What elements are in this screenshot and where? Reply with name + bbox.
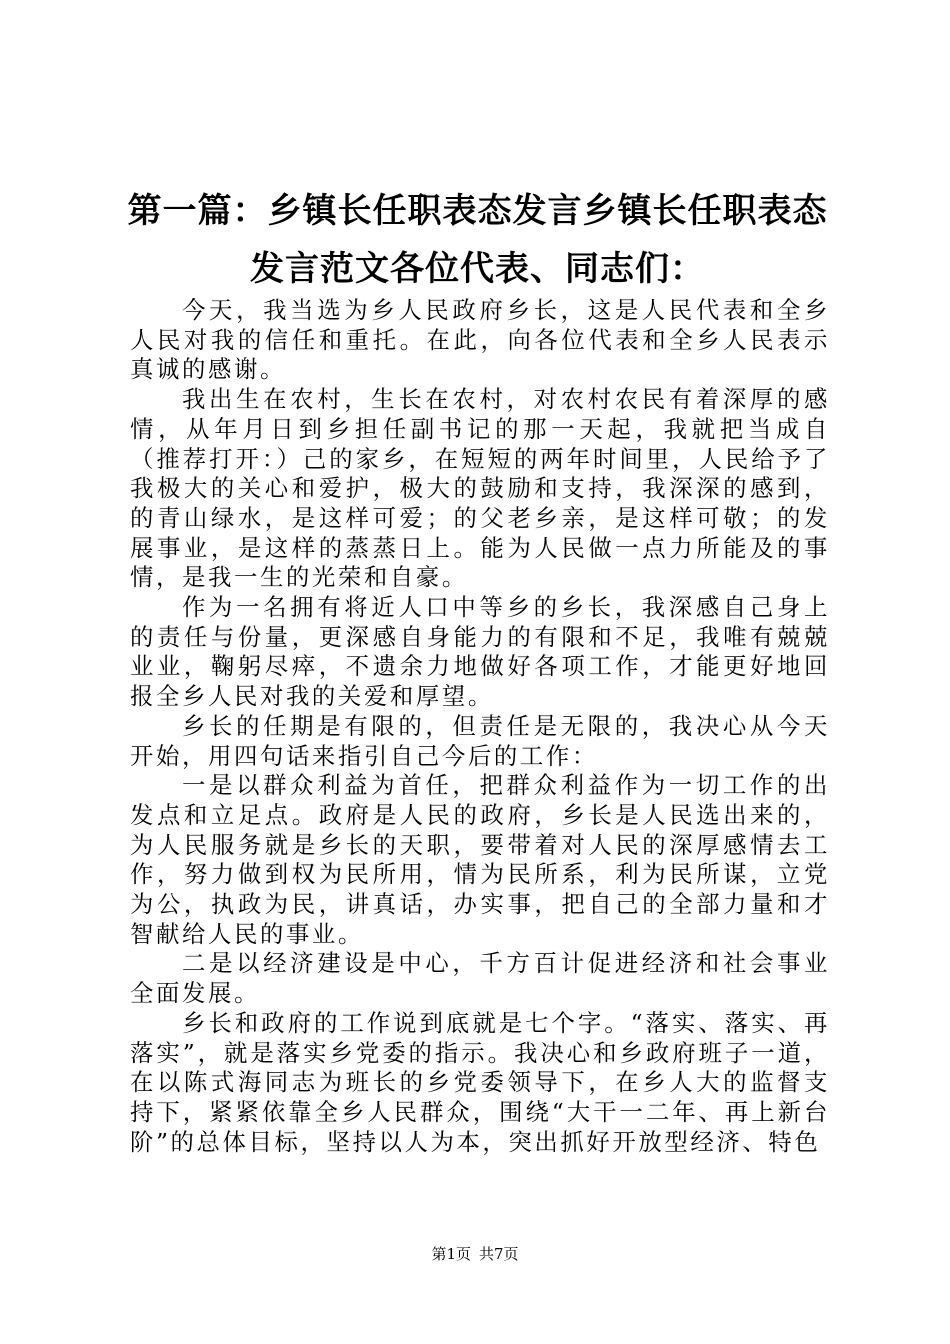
paragraph-7: 乡长和政府的工作说到底就是七个字。“落实、落实、再落实”，就是落实乡党委的指示。我决心和乡政府班子一道，在以陈式海同志为班长的乡党委领导下，在乡人大的监督支持下，紧紧依靠全乡人民群众，围绕“大干一二年、再上新台阶”的总体目标，坚持以人为本，突出抓好开放型经济、特色	[130, 1008, 830, 1156]
paragraph-5: 一是以群众利益为首任，把群众利益作为一切工作的出发点和立足点。政府是人民的政府，乡长是人民选出来的，为人民服务就是乡长的天职，要带着对人民的深厚感情去工作，努力做到权为民所用，情为民所系，利为民所谋，立党为公，执政为民，讲真话，办实事，把自己的全部力量和才智献给人民的事业。	[130, 771, 830, 948]
page-total: 共7页	[479, 1245, 519, 1263]
page-number: 第1页	[431, 1245, 471, 1263]
paragraph-3: 作为一名拥有将近人口中等乡的乡长，我深感自己身上的责任与份量，更深感自身能力的有限和不足，我唯有兢兢业业，鞠躬尽瘁，不遗余力地做好各项工作，才能更好地回报全乡人民对我的关爱和厚望。	[130, 593, 830, 711]
title-line-1: 第一篇：乡镇长任职表态发言乡镇长任职表态	[127, 191, 828, 231]
document-title	[110, 182, 845, 298]
paragraph-6: 二是以经济建设是中心，千方百计促进经济和社会事业全面发展。	[130, 949, 830, 1008]
document-body	[130, 296, 830, 1157]
paragraph-2: 我出生在农村，生长在农村，对农村农民有着深厚的感情，从年月日到乡担任副书记的那一天起，我就把当成自（推荐打开：）己的家乡，在短短的两年时间里，人民给予了我极大的关心和爱护，极大的鼓励和支持，我深深的感到，的青山绿水，是这样可爱；的父老乡亲，是这样可敬；的发展事业，是这样的蒸蒸日上。能为人民做一点力所能及的事情，是我一生的光荣和自豪。	[130, 385, 830, 592]
paragraph-4: 乡长的任期是有限的，但责任是无限的，我决心从今天开始，用四句话来指引自己今后的工作：	[130, 711, 830, 770]
page-footer	[0, 1244, 950, 1264]
paragraph-1: 今天，我当选为乡人民政府乡长，这是人民代表和全乡人民对我的信任和重托。在此，向各位代表和全乡人民表示真诚的感谢。	[130, 296, 830, 384]
title-line-2: 发言范文各位代表、同志们：	[250, 249, 705, 289]
